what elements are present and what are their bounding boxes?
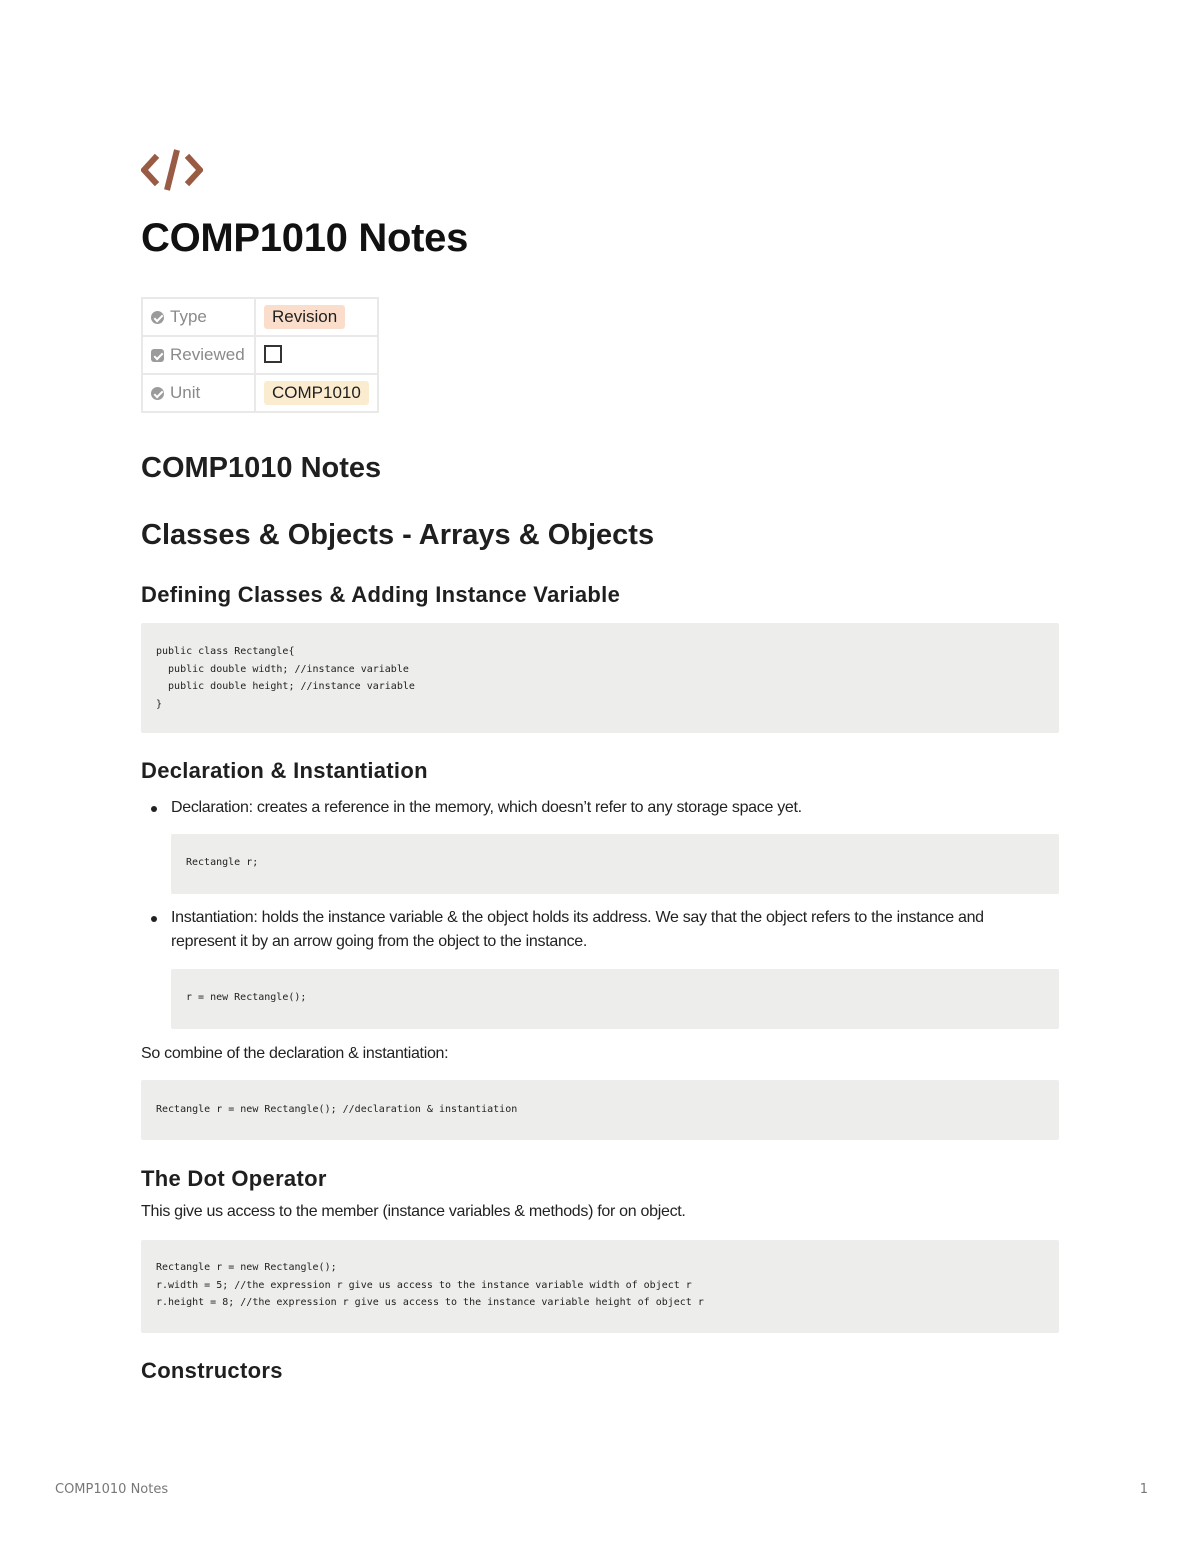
bullet-instantiation: Instantiation: holds the instance variable & the object holds its address. We say that the object refers to the instance and represent it by an arrow going from the object to the instance. <box>171 909 984 950</box>
reviewed-checkbox[interactable] <box>264 345 282 363</box>
paragraph-combine: So combine of the declaration & instantiation: <box>141 1045 449 1062</box>
type-tag[interactable]: Revision <box>264 305 345 329</box>
property-name: Reviewed <box>170 345 245 364</box>
property-row-type[interactable] <box>142 298 378 336</box>
unit-tag[interactable]: COMP1010 <box>264 381 369 405</box>
heading-dot-operator: The Dot Operator <box>141 1166 327 1191</box>
properties-table <box>141 297 379 413</box>
heading-notes: COMP1010 Notes <box>141 452 382 484</box>
footer-doc-title: COMP1010 Notes <box>55 1482 169 1497</box>
property-row-unit[interactable] <box>142 374 378 412</box>
bullet-point <box>151 916 157 922</box>
heading-constructors: Constructors <box>141 1358 283 1383</box>
select-icon <box>151 387 164 400</box>
code-block-instantiation[interactable]: r = new Rectangle(); <box>171 969 1059 1029</box>
select-icon <box>151 311 164 324</box>
property-row-reviewed[interactable] <box>142 336 378 374</box>
page-title: COMP1010 Notes <box>141 216 469 260</box>
code-brackets-icon <box>141 146 203 194</box>
property-name: Unit <box>170 383 201 402</box>
bullet-declaration: Declaration: creates a reference in the memory, which doesn’t refer to any storage space yet. <box>171 799 802 816</box>
code-block-combine[interactable]: Rectangle r = new Rectangle(); //declaration & instantiation <box>141 1080 1059 1140</box>
footer-page-number: 1 <box>1139 1482 1148 1497</box>
property-name: Type <box>170 307 207 326</box>
heading-classes-objects: Classes & Objects - Arrays & Objects <box>141 519 655 551</box>
code-block-declaration[interactable]: Rectangle r; <box>171 834 1059 894</box>
code-block-defining[interactable]: public class Rectangle{ public double width; //instance variable public double height; //instance variable } <box>141 623 1059 733</box>
heading-defining-classes: Defining Classes & Adding Instance Variable <box>141 582 621 607</box>
checkbox-property-icon <box>151 349 164 362</box>
paragraph-dot-operator: This give us access to the member (instance variables & methods) for on object. <box>141 1203 686 1220</box>
bullet-point <box>151 806 157 812</box>
code-block-dot-operator[interactable]: Rectangle r = new Rectangle(); r.width = 5; //the expression r give us access to the instance variable width of object r r.height = 8; //the expression r give us access to the instance variable height of object r <box>141 1240 1059 1333</box>
heading-declaration: Declaration & Instantiation <box>141 758 428 783</box>
